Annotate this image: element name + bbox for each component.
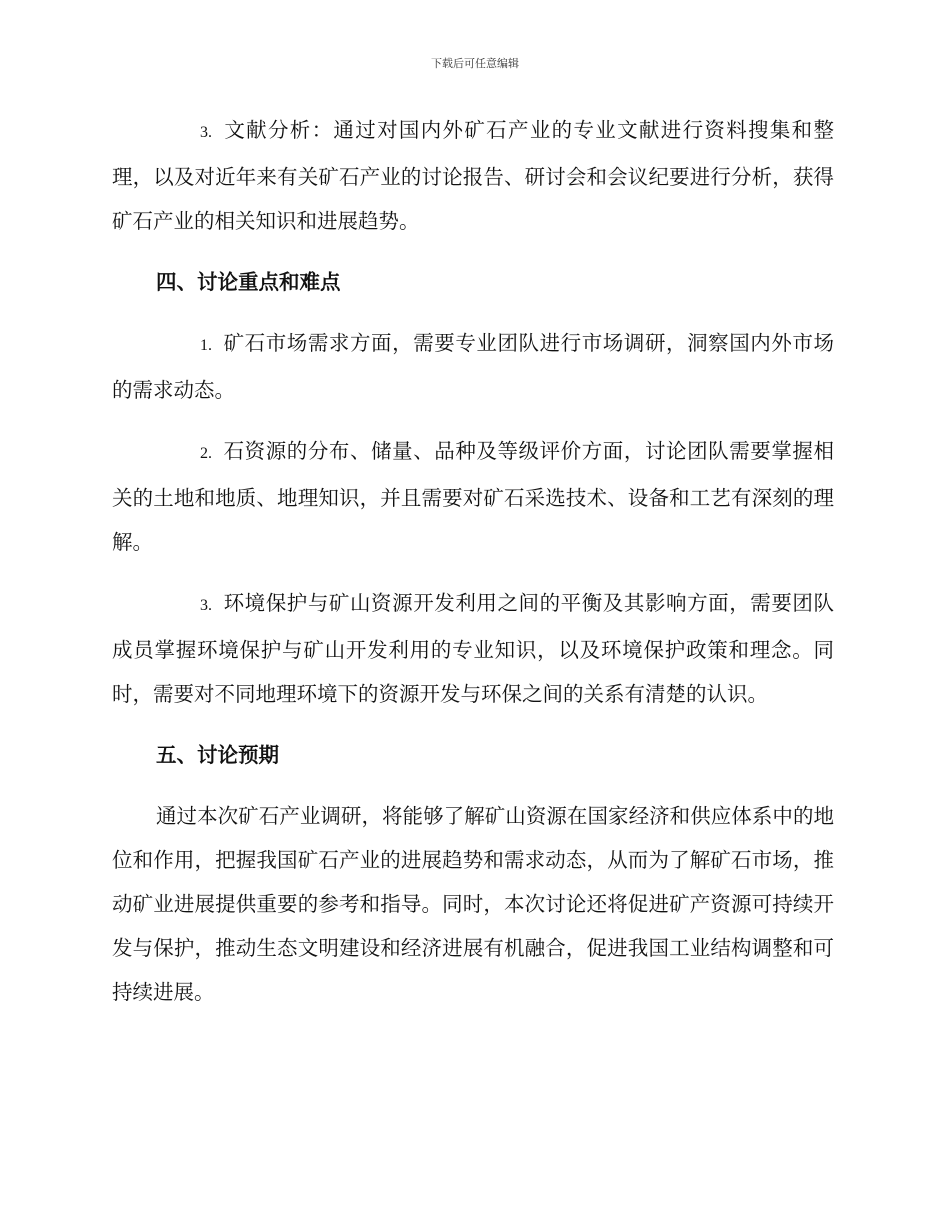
list-item-environment-protection [112, 581, 834, 716]
paragraph-text: 环境保护与矿山资源开发利用之间的平衡及其影响方面，需要团队成员掌握环境保护与矿山开发利用的专业知识，以及环境保护政策和理念。同时，需要对不同地理环境下的资源开发与环保之间的关系有清楚的认识。 [112, 591, 834, 706]
section-heading-expectations: 五、讨论预期 [156, 743, 279, 767]
section-heading-key-points: 四、讨论重点和难点 [156, 270, 341, 294]
document-body [112, 108, 834, 1031]
list-number: 2. [200, 445, 212, 462]
list-number: 3. [200, 597, 212, 614]
list-number: 3. [200, 124, 212, 141]
page-header-note: 下载后可任意编辑 [431, 57, 519, 70]
list-item-market-demand [112, 321, 834, 412]
paragraph-text: 石资源的分布、储量、品种及等级评价方面，讨论团队需要掌握相关的土地和地质、地理知识，并且需要对矿石采选技术、设备和工艺有深刻的理解。 [112, 439, 834, 554]
paragraph-expectations [112, 794, 834, 1014]
paragraph-text: 文献分析：通过对国内外矿石产业的专业文献进行资料搜集和整理，以及对近年来有关矿石产业的讨论报告、研讨会和会议纪要进行分析，获得矿石产业的相关知识和进展趋势。 [112, 118, 834, 233]
paragraph-text: 矿石市场需求方面，需要专业团队进行市场调研，洞察国内外市场的需求动态。 [112, 331, 834, 402]
list-item-literature-analysis [112, 108, 834, 243]
paragraph-text: 通过本次矿石产业调研，将能够了解矿山资源在国家经济和供应体系中的地位和作用，把握我国矿石产业的进展趋势和需求动态，从而为了解矿石市场，推动矿业进展提供重要的参考和指导。同时，本次讨论还将促进矿产资源可持续开发与保护，推动生态文明建设和经济进展有机融合，促进我国工业结构调整和可持续进展。 [112, 804, 834, 1004]
list-item-resource-distribution [112, 429, 834, 564]
list-number: 1. [200, 337, 212, 354]
